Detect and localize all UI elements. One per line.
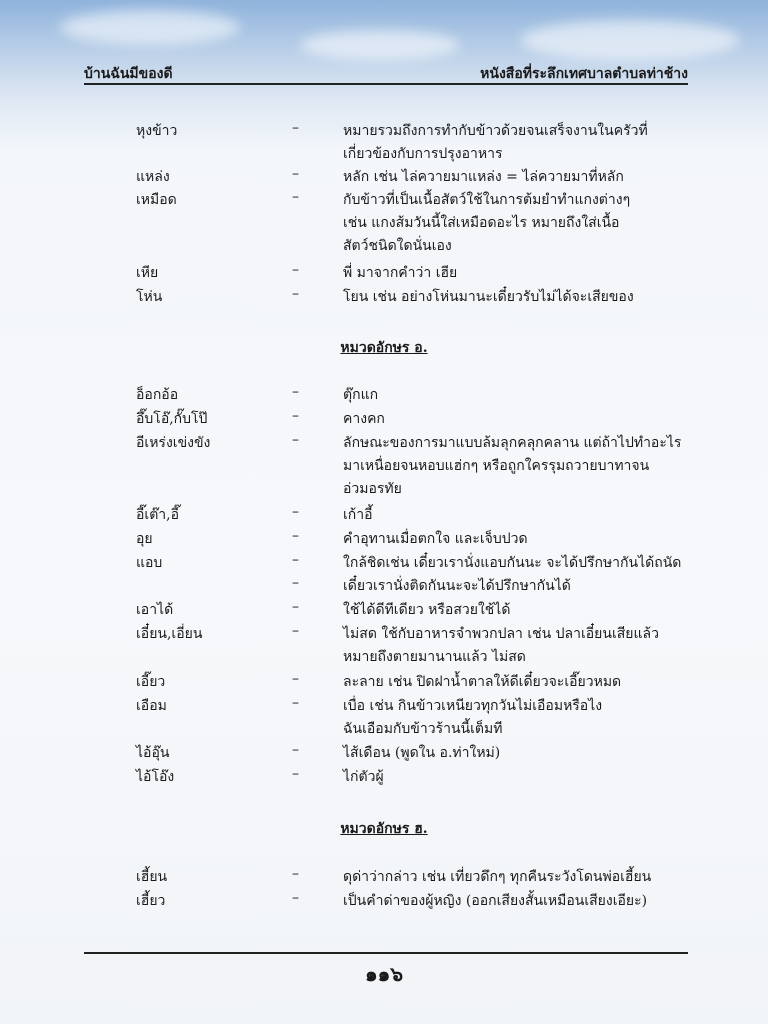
- entry-definition: [343, 695, 693, 741]
- entry-definition: [343, 432, 693, 501]
- cloud-decoration: [300, 30, 460, 60]
- definition-line: ไส้เดือน (พูดใน อ.ท่าใหม่): [343, 745, 501, 761]
- definition-line: คางคก: [343, 411, 385, 427]
- entry-term: เฮี้ยว: [136, 893, 166, 909]
- definition-line: มาเหนื่อยจนหอบแฮ่กๆ หรือถูกใครรุมถวายบาทาจน: [343, 458, 650, 474]
- entry-dash: –: [292, 766, 299, 782]
- entry-definition: [343, 189, 693, 258]
- entry-term: เฮี้ยน: [136, 869, 168, 885]
- entry-term: โห่น: [136, 289, 163, 305]
- entry-term: เอือม: [136, 698, 167, 714]
- entry-term: เอี๊ยว: [136, 674, 166, 690]
- cloud-decoration: [60, 10, 240, 45]
- entry-dash: –: [292, 552, 299, 568]
- entry-definition: [343, 120, 693, 166]
- definition-line: ไม่สด ใช้กับอาหารจำพวกปลา เช่น ปลาเอี๋ยนเสียแล้ว: [343, 626, 659, 642]
- definition-line: ใกล้ชิดเช่น เดี๋ยวเรานั่งแอบกันนะ จะได้ปรึกษากันได้ถนัด: [343, 555, 682, 571]
- definition-line: เช่น แกงส้มวันนี้ใส่เหมือดอะไร หมายถึงใส่เนื้อ: [343, 215, 620, 231]
- definition-line: เกี่ยวข้องกับการปรุงอาหาร: [343, 146, 503, 162]
- entry-definition: [343, 286, 693, 309]
- entry-dash: –: [292, 623, 299, 639]
- entry-term: เหีย: [136, 265, 159, 281]
- entry-definition: [343, 575, 693, 598]
- entry-definition: [343, 866, 693, 889]
- definition-line: โยน เช่น อย่างโห่นมานะเดี๋ยวรับไม่ได้จะเสียของ: [343, 289, 634, 305]
- page-number: ๑๑๖: [364, 962, 404, 986]
- entry-dash: –: [292, 166, 299, 182]
- footer-rule: [84, 952, 688, 954]
- section-heading-h: หมวดอักษร ฮ.: [340, 821, 428, 837]
- entry-term: เอี๋ยน,เอี่ยน: [136, 626, 203, 642]
- entry-term: หุงข้าว: [136, 123, 178, 139]
- running-header-right: หนังสือที่ระลึกเทศบาลตำบลท่าช้าง: [480, 66, 688, 82]
- entry-definition: [343, 766, 693, 789]
- entry-dash: –: [292, 695, 299, 711]
- entry-term: อีเหร่งเข่งขัง: [136, 435, 211, 451]
- definition-line: ละลาย เช่น ปิดฝาน้ำตาลให้ดีเดี๋ยวจะเอี๊ยวหมด: [343, 674, 622, 690]
- definition-line: คำอุทานเมื่อตกใจ และเจ็บปวด: [343, 531, 528, 547]
- entry-dash: –: [292, 504, 299, 520]
- definition-line: ไก่ตัวผู้: [343, 769, 384, 785]
- entry-dash: –: [292, 528, 299, 544]
- header-rule: [84, 83, 688, 85]
- entry-term: อ็อกอ้อ: [136, 387, 179, 403]
- entry-dash: –: [292, 742, 299, 758]
- definition-line: เก้าอี้: [343, 507, 373, 523]
- entry-definition: [343, 262, 693, 285]
- entry-dash: –: [292, 671, 299, 687]
- entry-definition: [343, 671, 693, 694]
- definition-line: ฉันเอือมกับข้าวร้านนี้เต็มที: [343, 721, 503, 737]
- entry-definition: [343, 742, 693, 765]
- entry-term: ไอ้โอ๊ง: [136, 769, 175, 785]
- entry-term: ไอ้อุ๊น: [136, 745, 170, 761]
- entry-term: เอาได้: [136, 602, 174, 618]
- definition-line: ตุ๊กแก: [343, 387, 379, 403]
- entry-dash: –: [292, 120, 299, 136]
- definition-line: ดุด่าว่ากล่าว เช่น เที่ยวดึกๆ ทุกคืนระวังโดนพ่อเฮี้ยน: [343, 869, 652, 885]
- definition-line: หลัก เช่น ไล่ควายมาแหล่ง = ไล่ควายมาที่หลัก: [343, 169, 624, 185]
- definition-line: สัตว์ชนิดใดนั่นเอง: [343, 238, 452, 254]
- entry-term: อี๊เต๊า,อี๊: [136, 507, 180, 523]
- entry-definition: [343, 384, 693, 407]
- entry-term: แหล่ง: [136, 169, 170, 185]
- entry-dash: –: [292, 286, 299, 302]
- definition-line: เบื่อ เช่น กินข้าวเหนียวทุกวันไม่เอือมหรือไง: [343, 698, 603, 714]
- entry-term: เหมือด: [136, 192, 177, 208]
- definition-line: ลักษณะของการมาแบบล้มลุกคลุกคลาน แต่ถ้าไปทำอะไร: [343, 435, 682, 451]
- entry-dash: –: [292, 262, 299, 278]
- entry-definition: [343, 504, 693, 527]
- entry-dash: –: [292, 384, 299, 400]
- cloud-decoration: [520, 20, 740, 60]
- entry-term: อุย: [136, 531, 153, 547]
- entry-dash: –: [292, 432, 299, 448]
- entry-definition: [343, 408, 693, 431]
- entry-definition: [343, 528, 693, 551]
- entry-definition: [343, 552, 693, 575]
- entry-dash: –: [292, 866, 299, 882]
- section-heading-o: หมวดอักษร อ.: [340, 340, 428, 356]
- definition-line: ใช้ได้ดีทีเดียว หรือสวยใช้ได้: [343, 602, 511, 618]
- definition-line: อ่วมอรทัย: [343, 481, 402, 497]
- entry-dash: –: [292, 890, 299, 906]
- entry-dash: –: [292, 599, 299, 615]
- entry-dash: –: [292, 408, 299, 424]
- entry-definition: [343, 623, 693, 669]
- definition-line: หมายถึงตายมานานแล้ว ไม่สด: [343, 649, 526, 665]
- definition-line: หมายรวมถึงการทำกับข้าวด้วยจนเสร็จงานในครัวที่: [343, 123, 648, 139]
- entry-dash: –: [292, 189, 299, 205]
- entry-term: อึ๊บโอ๊,กั๊บโป๊: [136, 411, 208, 427]
- definition-line: เป็นคำด่าของผู้หญิง (ออกเสียงสั้นเหมือนเสียงเอียะ): [343, 893, 648, 909]
- entry-definition: [343, 890, 693, 913]
- definition-line: เดี๋ยวเรานั่งติดกันนะจะได้ปรึกษากันได้: [343, 578, 571, 594]
- entry-dash: –: [292, 575, 299, 591]
- entry-term: แอบ: [136, 555, 163, 571]
- definition-line: กับข้าวที่เป็นเนื้อสัตว์ใช้ในการต้มยำทำแกงต่างๆ: [343, 192, 631, 208]
- entry-definition: [343, 599, 693, 622]
- entry-definition: [343, 166, 693, 189]
- definition-line: พี่ มาจากคำว่า เฮีย: [343, 265, 458, 281]
- running-header-left: บ้านฉันมีของดี: [84, 66, 173, 82]
